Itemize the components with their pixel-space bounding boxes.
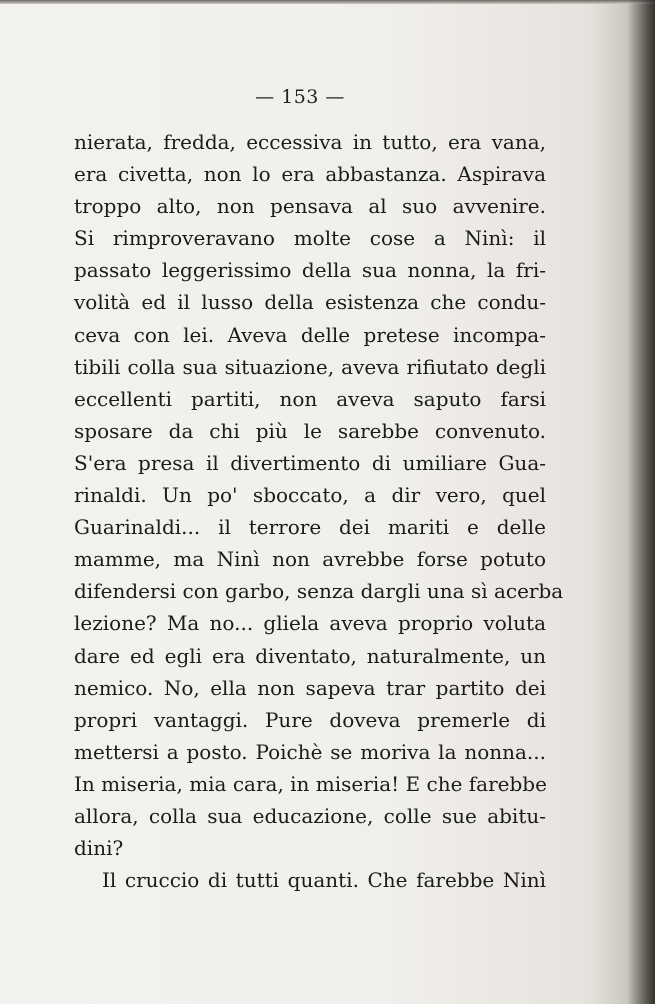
text-line: difendersi con garbo, senza dargli una sì acerba bbox=[74, 579, 564, 604]
text-line: S'era presa il divertimento di umiliare Gua- bbox=[74, 450, 546, 475]
text-line: sposare da chi più le sarebbe convenuto. bbox=[74, 418, 546, 443]
text-line: Guarinaldi... il terrore dei mariti e delle bbox=[74, 515, 546, 540]
text-line: era civetta, non lo era abbastanza. Aspirava bbox=[74, 162, 546, 187]
text-line: lezione? Ma no... gliela aveva proprio voluta bbox=[74, 611, 546, 636]
text-line: tibili colla sua situazione, aveva rifiutato degli bbox=[74, 354, 546, 379]
text-line: eccellenti partiti, non aveva saputo farsi bbox=[74, 386, 546, 411]
text-line: nierata, fredda, eccessiva in tutto, era vana, bbox=[74, 130, 546, 154]
paragraph-end-line: dini? bbox=[74, 836, 124, 861]
text-line: propri vantaggi. Pure doveva premerle di bbox=[74, 707, 546, 732]
text-line: troppo alto, non pensava al suo avvenire. bbox=[74, 194, 546, 219]
text-line: allora, colla sua educazione, colle sue abitu- bbox=[74, 803, 546, 828]
body-text bbox=[74, 126, 564, 896]
paragraph-start-line: Il cruccio di tutti quanti. Che farebbe Ninì bbox=[102, 868, 546, 893]
text-line: passato leggerissimo della sua nonna, la fri- bbox=[74, 258, 546, 283]
text-line: mettersi a posto. Poichè se moriva la nonna... bbox=[74, 739, 546, 764]
text-line: ceva con lei. Aveva delle pretese incompa- bbox=[74, 322, 546, 347]
text-line: Si rimproveravano molte cose a Ninì: il bbox=[74, 226, 546, 251]
page-top-edge bbox=[0, 0, 655, 4]
text-line: volità ed il lusso della esistenza che condu- bbox=[74, 290, 546, 315]
text-line: In miseria, mia cara, in miseria! E che farebbe bbox=[74, 771, 547, 796]
page-binding-edge bbox=[627, 0, 655, 1004]
text-line: mamme, ma Ninì non avrebbe forse potuto bbox=[74, 547, 546, 572]
page-number: — 153 — bbox=[255, 86, 345, 108]
text-line: nemico. No, ella non sapeva trar partito dei bbox=[74, 675, 546, 700]
text-line: dare ed egli era diventato, naturalmente, un bbox=[74, 643, 546, 668]
text-line: rinaldi. Un po' sboccato, a dir vero, quel bbox=[74, 483, 546, 508]
